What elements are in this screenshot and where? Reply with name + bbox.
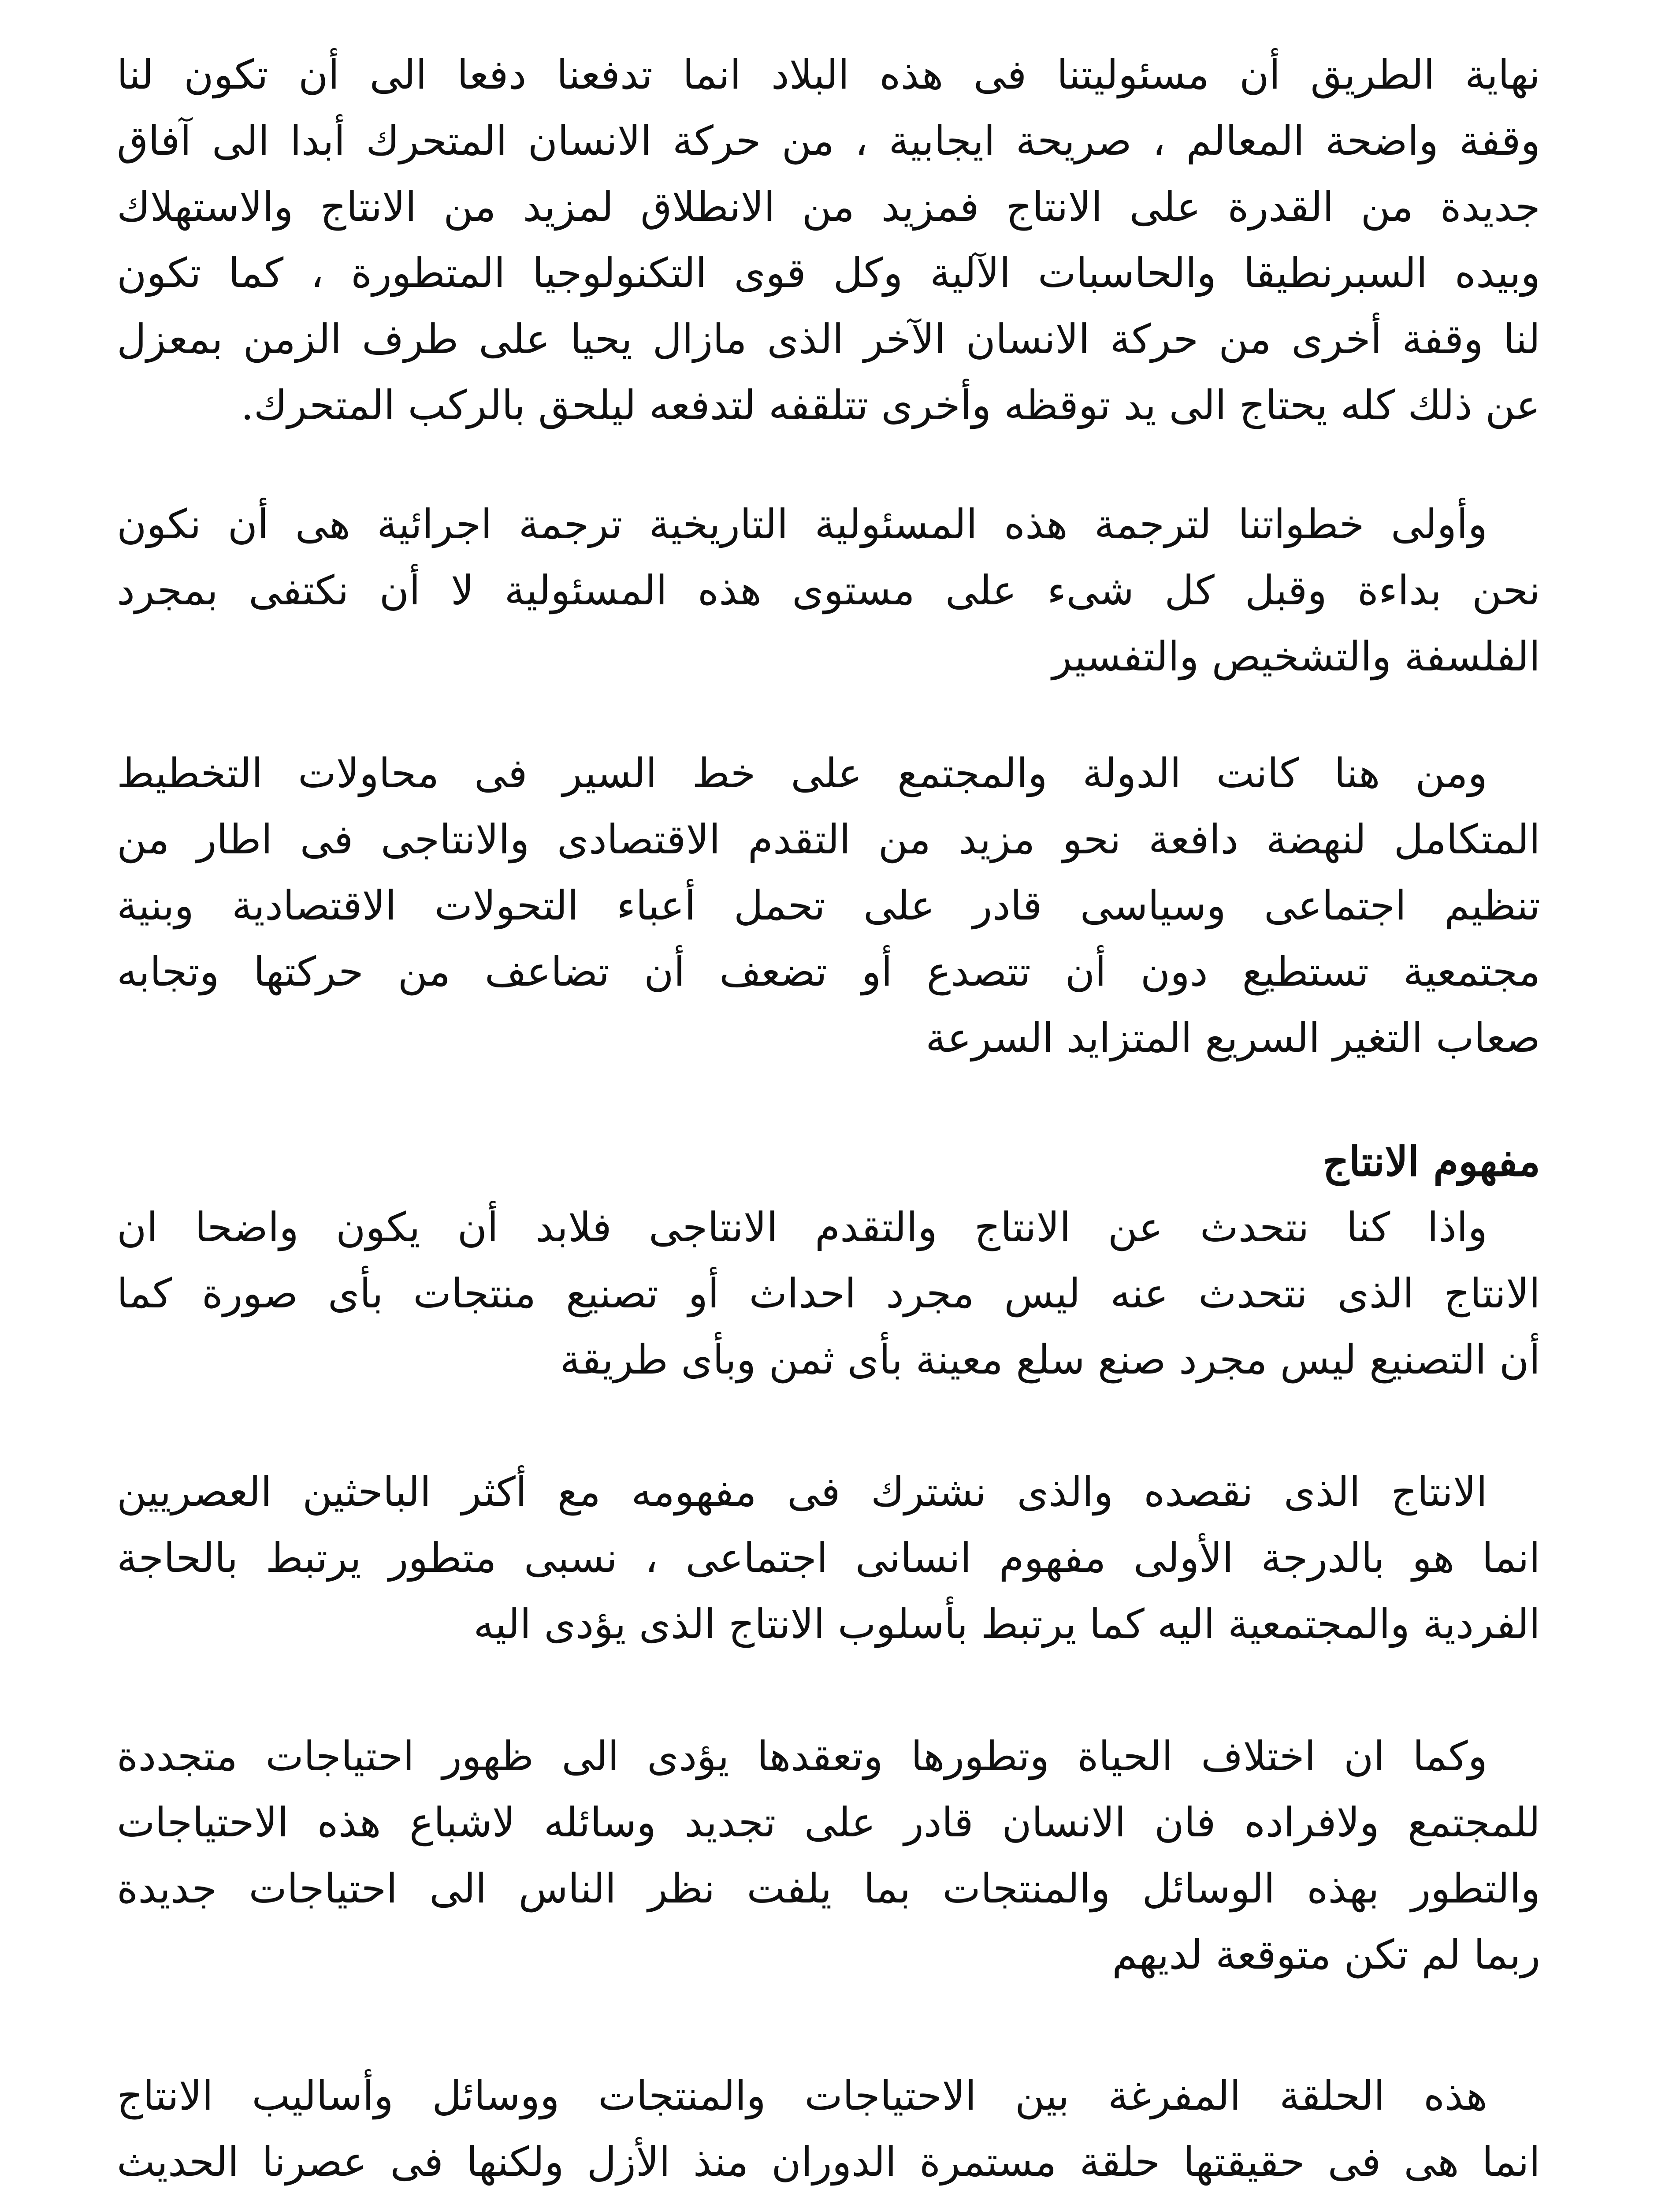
paragraph-1-line-3: جديدة من القدرة على الانتاج فمزيد من الانطلاق لمزيد من الانتاج والاستهلاك xyxy=(117,183,1540,231)
paragraph-4-line-1: واذا كنا نتحدث عن الانتاج والتقدم الانتاجى فلابد أن يكون واضحا ان xyxy=(117,1204,1487,1251)
paragraph-1-line-1: نهاية الطريق أن مسئوليتنا فى هذه البلاد انما تدفعنا دفعا الى أن تكون لنا xyxy=(117,51,1540,98)
paragraph-1-line-4: وبيده السبرنطيقا والحاسبات الآلية وكل قوى التكنولوجيا المتطورة ، كما تكون xyxy=(117,249,1540,297)
paragraph-6-line-1: وكما ان اختلاف الحياة وتطورها وتعقدها يؤدى الى ظهور احتياجات متجددة xyxy=(117,1733,1487,1780)
paragraph-6-line-2: للمجتمع ولافراده فان الانسان قادر على تجديد وسائله لاشباع هذه الاحتياجات xyxy=(117,1799,1540,1846)
paragraph-7-line-3 xyxy=(117,2195,1540,2204)
section-heading: مفهوم الانتاج xyxy=(1323,1138,1540,1185)
paragraph-3-line-3: تنظيم اجتماعى وسياسى قادر على تحمل أعباء التحولات الاقتصادية وبنية xyxy=(117,882,1540,929)
paragraph-7-line-1: هذه الحلقة المفرغة بين الاحتياجات والمنتجات ووسائل وأساليب الانتاج xyxy=(117,2072,1487,2119)
paragraph-5-line-2: انما هو بالدرجة الأولى مفهوم انسانى اجتماعى ، نسبى متطور يرتبط بالحاجة xyxy=(117,1534,1540,1582)
paragraph-2-line-3: الفلسفة والتشخيص والتفسير xyxy=(1052,633,1540,680)
paragraph-2-line-2: نحن بداءة وقبل كل شىء على مستوى هذه المسئولية لا أن نكتفى بمجرد xyxy=(117,567,1540,614)
paragraph-3-line-5: صعاب التغير السريع المتزايد السرعة xyxy=(925,1014,1540,1061)
paragraph-3-line-4: مجتمعية تستطيع دون أن تتصدع أو تضعف أن تضاعف من حركتها وتجابه xyxy=(117,948,1540,995)
paragraph-6-line-3: والتطور بهذه الوسائل والمنتجات بما يلفت نظر الناس الى احتياجات جديدة xyxy=(117,1865,1540,1912)
paragraph-3-line-2: المتكامل لنهضة دافعة نحو مزيد من التقدم الاقتصادى والانتاجى فى اطار من xyxy=(117,816,1540,863)
paragraph-5-line-3: الفردية والمجتمعية اليه كما يرتبط بأسلوب الانتاج الذى يؤدى اليه xyxy=(473,1601,1540,1648)
paragraph-5-line-1: الانتاج الذى نقصده والذى نشترك فى مفهومه مع أكثر الباحثين العصريين xyxy=(117,1468,1487,1515)
paragraph-1-line-5: لنا وقفة أخرى من حركة الانسان الآخر الذى مازال يحيا على طرف الزمن بمعزل xyxy=(117,316,1540,363)
paragraph-4-line-3: أن التصنيع ليس مجرد صنع سلع معينة بأى ثمن وبأى طريقة xyxy=(560,1336,1540,1383)
paragraph-3-line-1: ومن هنا كانت الدولة والمجتمع على خط السير فى محاولات التخطيط xyxy=(117,750,1487,797)
paragraph-7-line-2: انما هى فى حقيقتها حلقة مستمرة الدوران منذ الأزل ولكنها فى عصرنا الحديث xyxy=(117,2138,1540,2185)
paragraph-1-line-6: عن ذلك كله يحتاج الى يد توقظه وأخرى تتلقفه لتدفعه ليلحق بالركب المتحرك. xyxy=(241,382,1540,429)
paragraph-6-line-4: ربما لم تكن متوقعة لديهم xyxy=(1112,1931,1540,1978)
paragraph-2-line-1: وأولى خطواتنا لترجمة هذه المسئولية التاريخية ترجمة اجرائية هى أن نكون xyxy=(117,501,1487,548)
paragraph-1-line-2: وقفة واضحة المعالم ، صريحة ايجابية ، من حركة الانسان المتحرك أبدا الى آفاق xyxy=(117,117,1540,164)
paragraph-4-line-2: الانتاج الذى نتحدث عنه ليس مجرد احداث أو تصنيع منتجات بأى صورة كما xyxy=(117,1270,1540,1317)
